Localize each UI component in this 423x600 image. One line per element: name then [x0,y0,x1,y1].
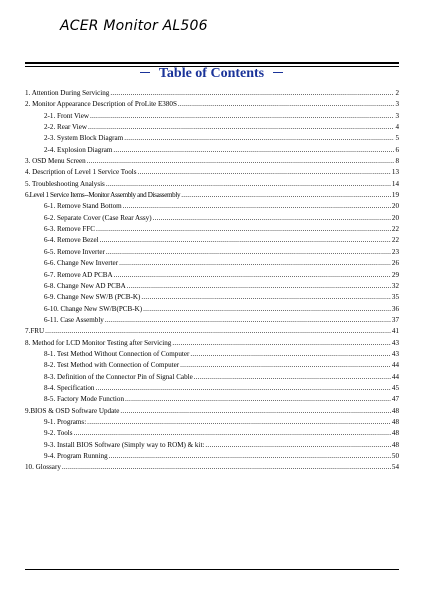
toc-entry[interactable] [25,417,399,428]
toc-entry[interactable] [25,201,399,212]
toc-entry-label: 9-4. Program Running [44,452,108,460]
toc-entry-label: 8-5. Factory Mode Function [44,395,124,404]
toc-dot-leader [123,201,391,212]
toc-entry-page-number: 47 [391,395,399,404]
toc-entry-page-number: 44 [391,361,399,370]
toc-entry-page-number: 22 [391,236,399,245]
toc-dot-leader [125,394,391,405]
toc-dot-leader [127,281,391,292]
toc-dot-leader [143,304,391,315]
toc-entry[interactable] [25,145,399,156]
toc-entry-page-number: 32 [391,281,399,290]
heading-dash-right [273,72,283,73]
toc-entry-label: 8-1. Test Method Without Connection of Computer [44,349,190,358]
toc-entry[interactable] [25,133,399,144]
toc-dot-leader [190,349,391,360]
toc-entry[interactable] [25,179,399,190]
toc-entry[interactable] [25,270,399,281]
toc-entry-page-number: 26 [391,259,399,268]
toc-entry-page-number: 37 [391,315,399,324]
toc-entry-page-number: 6 [395,145,399,154]
toc-heading-text: Table of Contents [158,66,265,81]
toc-entry-label: 6-5. Remove Inverter [44,247,105,256]
toc-entry[interactable] [25,156,399,167]
toc-entry[interactable] [25,406,399,417]
toc-dot-leader [120,406,391,417]
toc-entry-page-number: 20 [391,202,399,211]
toc-entry-label: 2-2. Rear View [44,123,87,132]
toc-entry-label: 6-3. Remove FFC [44,225,96,234]
toc-dot-leader [141,292,391,303]
toc-entry-page-number: 54 [391,463,399,472]
toc-entry-page-number: 3 [395,111,399,120]
toc-entry-page-number: 2 [395,89,399,97]
document-header-title: ACER Monitor AL506 [60,18,208,34]
toc-entry-label: 7.FRU [25,327,45,336]
toc-entry[interactable] [25,372,399,383]
toc-entry[interactable] [25,360,399,371]
toc-dot-leader [88,122,394,133]
toc-entry-label: 6-7. Remove AD PCBA [44,270,113,279]
toc-entry[interactable] [25,224,399,235]
toc-entry-page-number: 4 [395,123,399,132]
toc-entry-page-number: 5 [395,134,399,143]
toc-entry-page-number: 44 [391,372,399,381]
toc-entry[interactable] [25,167,399,178]
toc-entry-page-number: 20 [391,213,399,222]
toc-entry-page-number: 36 [391,304,399,313]
toc-entry-page-number: 35 [391,293,399,302]
toc-dot-leader [137,167,390,178]
toc-dot-leader [205,440,391,451]
toc-entry[interactable] [25,190,399,201]
toc-entry-label: 6.Level 1 Service Items--Monitor Assembly and Disassembly [25,191,181,200]
toc-entry-label: 8-2. Test Method with Connection of Computer [44,361,180,370]
toc-dot-leader [45,326,391,337]
toc-entry-label: 6-11. Case Assembly [44,315,104,324]
toc-entry-label: 2-1. Front View [44,111,89,120]
toc-entry-label: 6-9. Change New SW/B (PCB-K) [44,293,141,302]
toc-dot-leader [95,383,390,394]
toc-entry-label: 9-2. Tools [44,429,73,438]
toc-entry[interactable] [25,338,399,349]
toc-dot-leader [105,315,391,326]
toc-entry-page-number: 8 [395,157,399,166]
toc-entry-label: 9.BIOS & OSD Software Update [25,406,120,415]
toc-entry-label: 6-1. Remove Stand Bottom [44,202,122,211]
toc-entry-label: 3. OSD Menu Screen [25,157,86,166]
toc-entry-page-number: 22 [391,225,399,234]
toc-entry-label: 9-1. Programs: [44,417,87,426]
toc-entry-label: 8. Method for LCD Monitor Testing after Servicing [25,338,172,347]
toc-entry[interactable] [25,428,399,439]
toc-entry-label: 6-6. Change New Inverter [44,259,119,268]
toc-entry[interactable] [25,247,399,258]
toc-dot-leader [114,270,391,281]
toc-entry-label: 5. Troubleshooting Analysis [25,179,105,188]
toc-dot-leader [87,156,395,167]
toc-dot-leader [178,99,395,110]
toc-entry[interactable] [25,349,399,360]
toc-dot-leader [172,338,391,349]
toc-entry[interactable] [25,281,399,292]
toc-dot-leader [194,372,391,383]
toc-entry-label: 2. Monitor Appearance Description of ProLite E380S [25,100,177,109]
toc-dot-leader [87,417,391,428]
toc-dot-leader [180,360,391,371]
toc-entry[interactable] [25,304,399,315]
toc-entry-label: 6-4. Remove Bezel [44,236,99,245]
toc-entry[interactable] [25,122,399,133]
toc-entry-label: 6-2. Separate Cover (Case Rear Assy) [44,213,152,222]
toc-entry[interactable] [25,292,399,303]
toc-entry-label: 8-3. Definition of the Connector Pin of Signal Cable [44,372,193,381]
toc-entry-label: 10. Glossary [25,463,61,472]
toc-entry[interactable] [25,462,399,473]
toc-entry[interactable] [25,258,399,269]
toc-entry-page-number: 41 [391,327,399,336]
toc-entry-page-number: 3 [395,100,399,109]
toc-entry-page-number: 29 [391,270,399,279]
toc-dot-leader [109,451,391,462]
toc-entry[interactable] [25,88,399,99]
toc-entry-label: 8-4. Specification [44,383,95,392]
toc-entry-page-number: 48 [391,429,399,438]
toc-entry-label: 6-8. Change New AD PCBA [44,281,126,290]
toc-entry-label: 2-4. Explosion Diagram [44,145,113,154]
toc-entry-page-number: 43 [391,338,399,347]
heading-dash-left [140,72,150,73]
toc-entry[interactable] [25,111,399,122]
toc-entry[interactable] [25,440,399,451]
toc-dot-leader [153,213,391,224]
toc-entry-page-number: 45 [391,383,399,392]
toc-dot-leader [100,235,391,246]
toc-entry[interactable] [25,451,399,462]
toc-dot-leader [106,179,391,190]
toc-entry-label: 9-3. Install BIOS Software (Simply way to ROM) & kit: [44,440,205,449]
toc-dot-leader [96,224,391,235]
toc-dot-leader [119,258,391,269]
toc-dot-leader [110,88,394,99]
toc-entry-page-number: 19 [391,191,399,200]
toc-entry[interactable] [25,383,399,394]
toc-entry-label: 6-10. Change New SW/B(PCB-K) [44,304,143,313]
toc-dot-leader [124,133,394,144]
toc-dot-leader [74,428,391,439]
table-of-contents [25,88,399,474]
toc-entry-page-number: 48 [391,440,399,449]
toc-entry-page-number: 13 [391,168,399,177]
toc-dot-leader [106,247,391,258]
toc-entry-label: 4. Description of Level 1 Service Tools [25,168,137,177]
toc-entry[interactable] [25,235,399,246]
toc-entry-page-number: 48 [391,417,399,426]
toc-entry-page-number: 14 [391,179,399,188]
toc-heading [0,63,423,85]
toc-entry-page-number: 23 [391,247,399,256]
toc-entry-page-number: 43 [391,349,399,358]
toc-entry-label: 1. Attention During Servicing [25,89,110,97]
toc-dot-leader [113,145,394,156]
toc-dot-leader [181,190,391,201]
toc-entry[interactable] [25,213,399,224]
footer-divider [25,569,399,570]
toc-dot-leader [62,462,391,473]
toc-entry[interactable] [25,394,399,405]
toc-entry-label: 2-3. System Block Diagram [44,134,124,143]
toc-entry[interactable] [25,99,399,110]
toc-dot-leader [90,111,394,122]
toc-entry-page-number: 50 [391,452,399,460]
toc-entry[interactable] [25,315,399,326]
toc-entry[interactable] [25,326,399,337]
toc-entry-page-number: 48 [391,406,399,415]
